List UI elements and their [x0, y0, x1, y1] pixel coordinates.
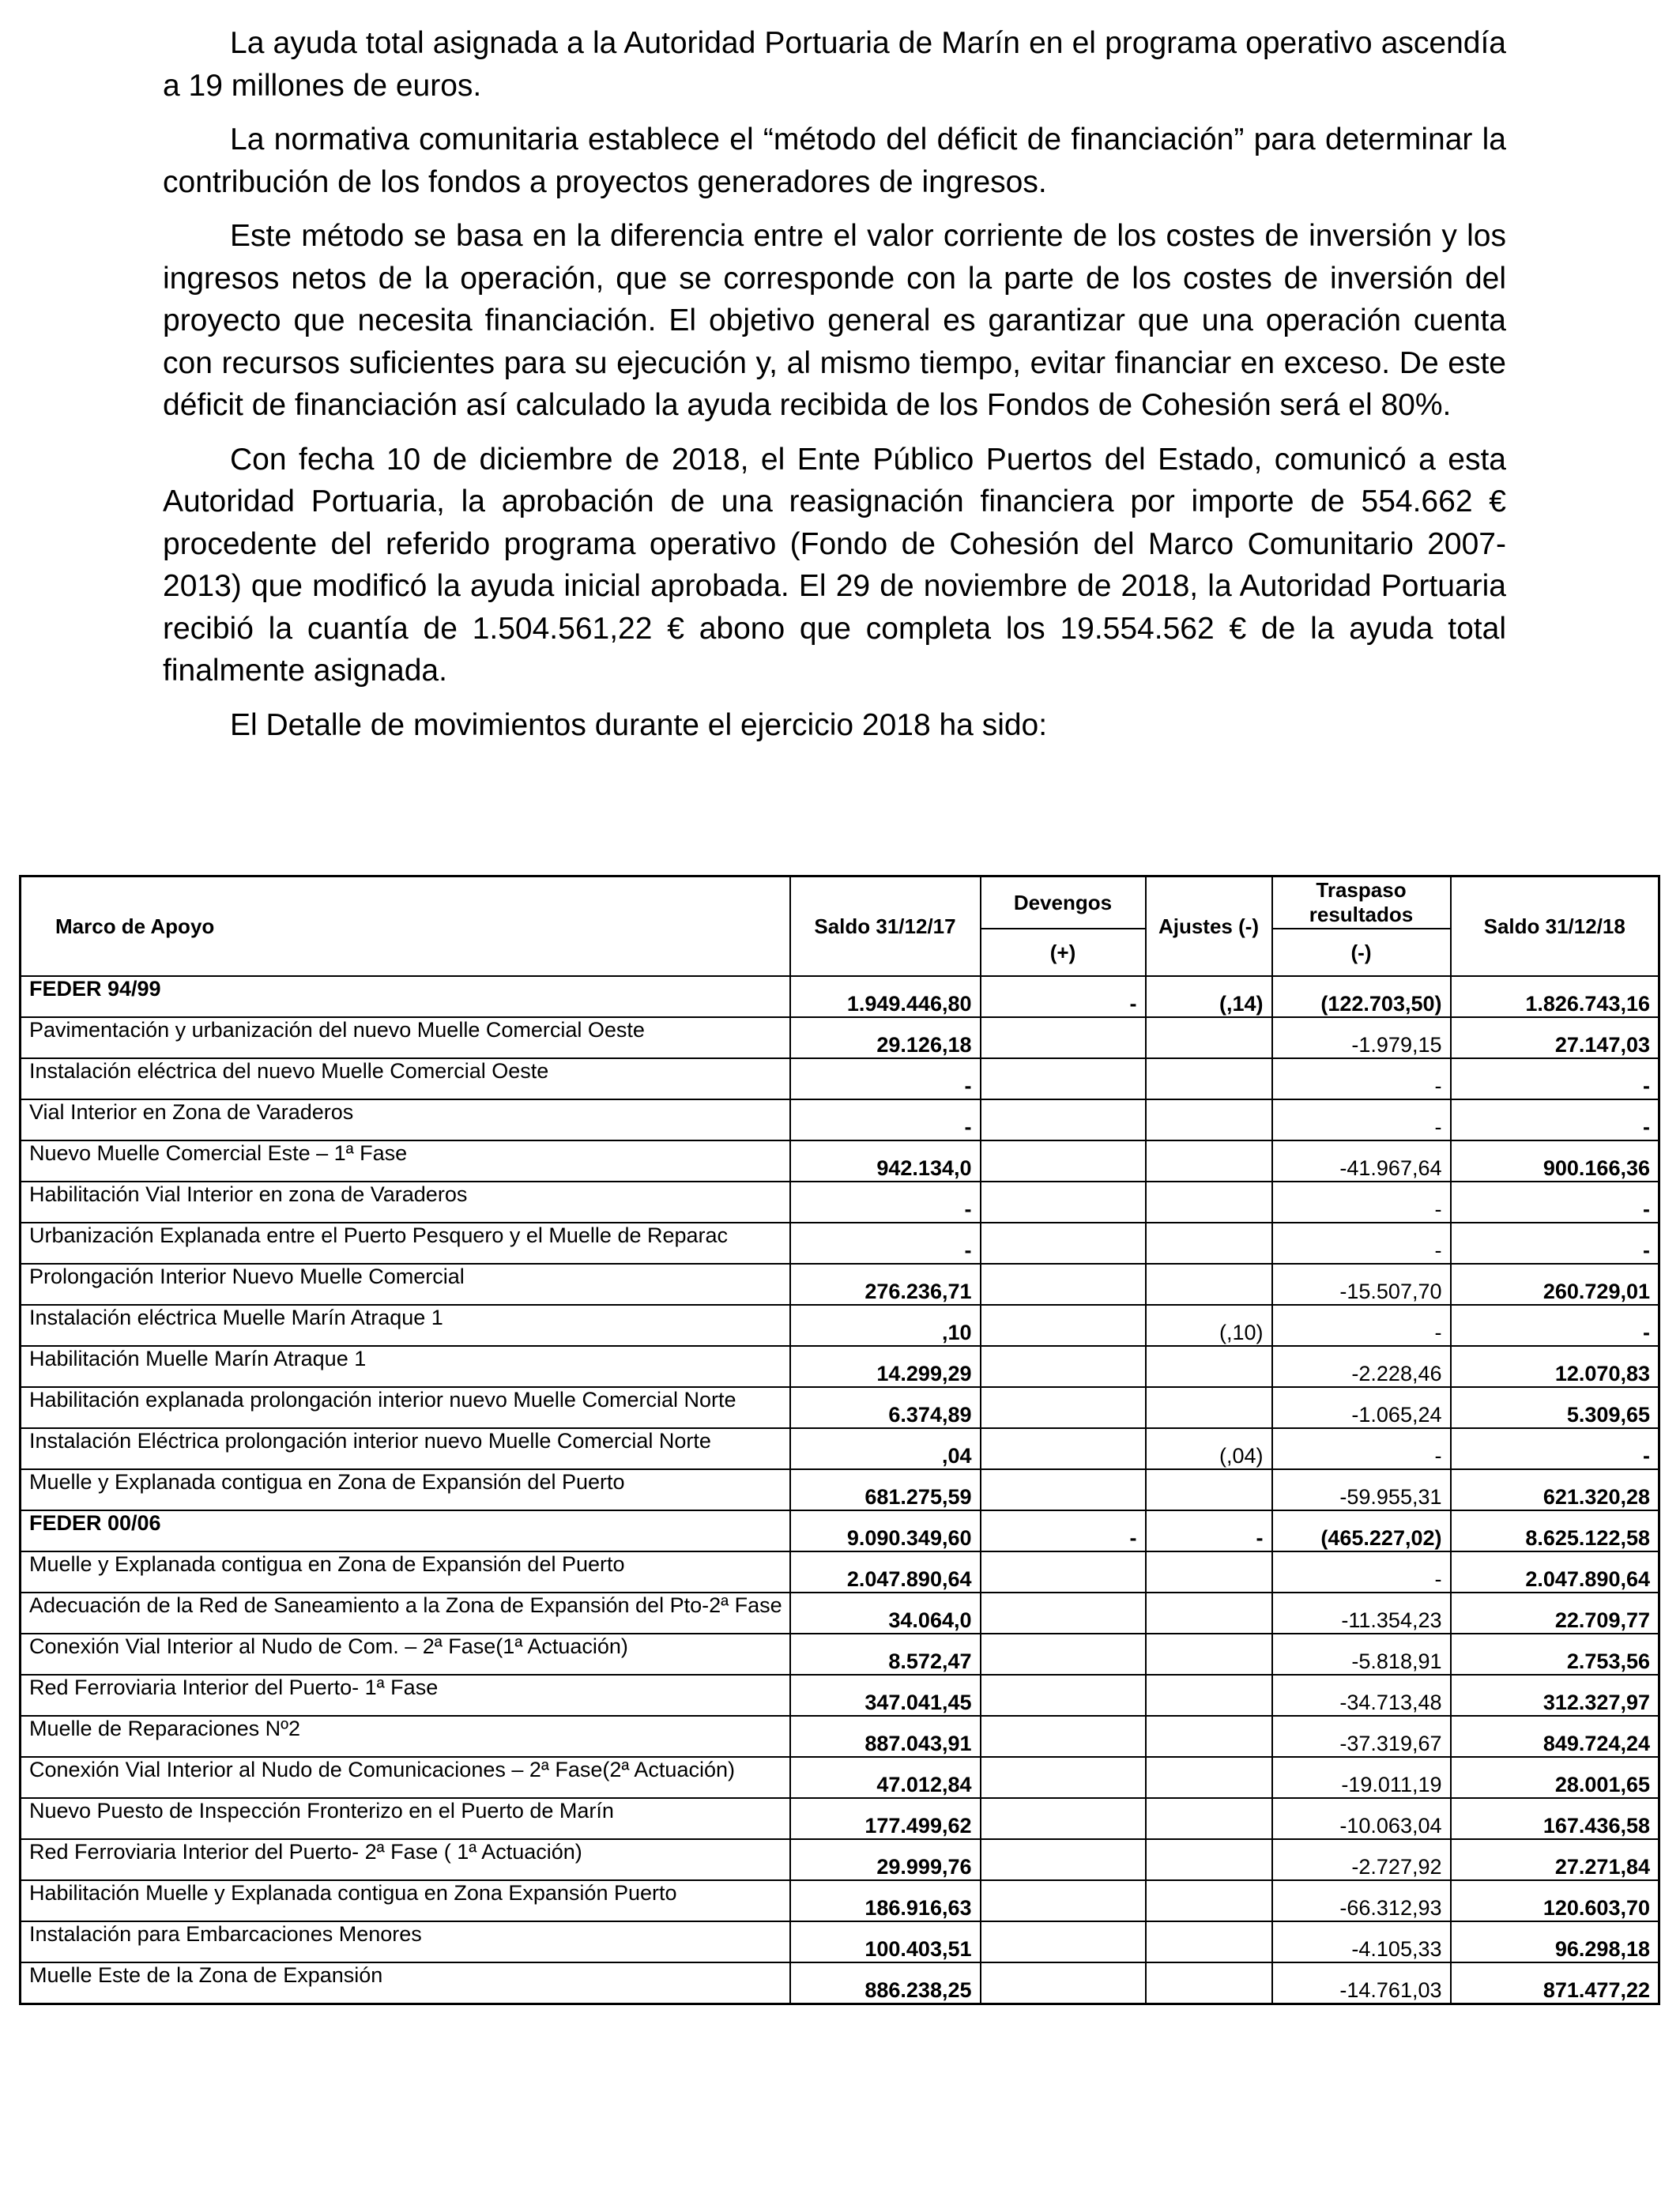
- cell-traspaso: -41.967,64: [1272, 1140, 1451, 1182]
- cell-devengos: [981, 1880, 1146, 1921]
- table-group-row: [21, 976, 1659, 1017]
- cell-saldo-fin: 27.147,03: [1451, 1017, 1659, 1058]
- cell-saldo-ini: 29.126,18: [790, 1017, 981, 1058]
- document-body: [163, 22, 1506, 758]
- cell-saldo-ini: 276.236,71: [790, 1264, 981, 1305]
- cell-ajustes: [1146, 1264, 1272, 1305]
- cell-traspaso: -4.105,33: [1272, 1921, 1451, 1962]
- cell-traspaso: (122.703,50): [1272, 976, 1451, 1017]
- cell-saldo-fin: -: [1451, 1305, 1659, 1346]
- cell-ajustes: (,04): [1146, 1428, 1272, 1469]
- cell-devengos: [981, 1551, 1146, 1593]
- cell-marco: Red Ferroviaria Interior del Puerto- 2ª Fase ( 1ª Actuación): [21, 1839, 790, 1880]
- cell-traspaso: -5.818,91: [1272, 1634, 1451, 1675]
- table-row: [21, 1099, 1659, 1140]
- table-row: [21, 1634, 1659, 1675]
- cell-devengos: [981, 1305, 1146, 1346]
- cell-saldo-ini: 8.572,47: [790, 1634, 981, 1675]
- table-header: [21, 876, 1659, 977]
- cell-marco: Pavimentación y urbanización del nuevo Muelle Comercial Oeste: [21, 1017, 790, 1058]
- cell-ajustes: [1146, 1387, 1272, 1428]
- cell-saldo-fin: 8.625.122,58: [1451, 1510, 1659, 1551]
- cell-saldo-fin: 12.070,83: [1451, 1346, 1659, 1387]
- table-row: [21, 1017, 1659, 1058]
- cell-saldo-fin: 96.298,18: [1451, 1921, 1659, 1962]
- table-row: [21, 1305, 1659, 1346]
- table-row: [21, 1551, 1659, 1593]
- cell-traspaso: -14.761,03: [1272, 1962, 1451, 2004]
- table-row: [21, 1469, 1659, 1510]
- table-row: [21, 1716, 1659, 1757]
- cell-saldo-ini: 34.064,0: [790, 1593, 981, 1634]
- table-body: [21, 976, 1659, 2004]
- header-saldo-ini: Saldo 31/12/17: [790, 876, 981, 977]
- cell-traspaso: -66.312,93: [1272, 1880, 1451, 1921]
- cell-devengos: -: [981, 1510, 1146, 1551]
- cell-traspaso: -19.011,19: [1272, 1757, 1451, 1798]
- cell-saldo-ini: 887.043,91: [790, 1716, 981, 1757]
- cell-ajustes: [1146, 1223, 1272, 1264]
- header-ajustes: Ajustes (-): [1146, 876, 1272, 977]
- cell-ajustes: -: [1146, 1510, 1272, 1551]
- cell-saldo-fin: 2.753,56: [1451, 1634, 1659, 1675]
- cell-traspaso: -: [1272, 1182, 1451, 1223]
- cell-saldo-ini: 100.403,51: [790, 1921, 981, 1962]
- cell-devengos: [981, 1017, 1146, 1058]
- cell-marco: Red Ferroviaria Interior del Puerto- 1ª Fase: [21, 1675, 790, 1716]
- cell-ajustes: [1146, 1099, 1272, 1140]
- cell-devengos: [981, 1469, 1146, 1510]
- cell-ajustes: [1146, 1962, 1272, 2004]
- cell-marco: Habilitación Vial Interior en zona de Varaderos: [21, 1182, 790, 1223]
- cell-saldo-fin: 849.724,24: [1451, 1716, 1659, 1757]
- cell-traspaso: -: [1272, 1551, 1451, 1593]
- cell-marco: FEDER 00/06: [21, 1510, 790, 1551]
- header-marco: Marco de Apoyo: [21, 876, 790, 977]
- cell-saldo-ini: 886.238,25: [790, 1962, 981, 2004]
- cell-saldo-ini: 942.134,0: [790, 1140, 981, 1182]
- cell-saldo-fin: -: [1451, 1182, 1659, 1223]
- header-traspaso-sign: (-): [1272, 929, 1451, 976]
- table-group-row: [21, 1510, 1659, 1551]
- cell-saldo-fin: 28.001,65: [1451, 1757, 1659, 1798]
- cell-saldo-ini: 1.949.446,80: [790, 976, 981, 1017]
- cell-ajustes: [1146, 1551, 1272, 1593]
- cell-ajustes: [1146, 1798, 1272, 1839]
- cell-marco: Muelle de Reparaciones Nº2: [21, 1716, 790, 1757]
- cell-saldo-fin: 27.271,84: [1451, 1839, 1659, 1880]
- cell-ajustes: [1146, 1675, 1272, 1716]
- cell-ajustes: [1146, 1058, 1272, 1099]
- cell-ajustes: [1146, 1716, 1272, 1757]
- cell-ajustes: [1146, 1140, 1272, 1182]
- cell-saldo-ini: 47.012,84: [790, 1757, 981, 1798]
- cell-marco: Vial Interior en Zona de Varaderos: [21, 1099, 790, 1140]
- table-row: [21, 1058, 1659, 1099]
- cell-devengos: [981, 1798, 1146, 1839]
- cell-devengos: [981, 1757, 1146, 1798]
- cell-saldo-ini: ,10: [790, 1305, 981, 1346]
- cell-saldo-ini: 681.275,59: [790, 1469, 981, 1510]
- cell-ajustes: (,14): [1146, 976, 1272, 1017]
- table-row: [21, 1140, 1659, 1182]
- cell-traspaso: -: [1272, 1305, 1451, 1346]
- cell-ajustes: [1146, 1839, 1272, 1880]
- cell-saldo-ini: 29.999,76: [790, 1839, 981, 1880]
- cell-saldo-fin: 900.166,36: [1451, 1140, 1659, 1182]
- cell-saldo-ini: ,04: [790, 1428, 981, 1469]
- cell-marco: Nuevo Muelle Comercial Este – 1ª Fase: [21, 1140, 790, 1182]
- table-row: [21, 1839, 1659, 1880]
- cell-traspaso: -15.507,70: [1272, 1264, 1451, 1305]
- cell-saldo-fin: -: [1451, 1058, 1659, 1099]
- cell-ajustes: [1146, 1182, 1272, 1223]
- cell-devengos: [981, 1716, 1146, 1757]
- cell-marco: Instalación para Embarcaciones Menores: [21, 1921, 790, 1962]
- table-row: [21, 1264, 1659, 1305]
- cell-traspaso: -: [1272, 1223, 1451, 1264]
- cell-devengos: [981, 1675, 1146, 1716]
- cell-saldo-fin: 621.320,28: [1451, 1469, 1659, 1510]
- cell-traspaso: -: [1272, 1428, 1451, 1469]
- cell-traspaso: -2.727,92: [1272, 1839, 1451, 1880]
- cell-devengos: [981, 1593, 1146, 1634]
- table-row: [21, 1387, 1659, 1428]
- cell-saldo-fin: 1.826.743,16: [1451, 976, 1659, 1017]
- table-row: [21, 1921, 1659, 1962]
- cell-marco: Muelle Este de la Zona de Expansión: [21, 1962, 790, 2004]
- cell-ajustes: [1146, 1593, 1272, 1634]
- cell-traspaso: -10.063,04: [1272, 1798, 1451, 1839]
- cell-devengos: [981, 1058, 1146, 1099]
- cell-ajustes: (,10): [1146, 1305, 1272, 1346]
- cell-ajustes: [1146, 1921, 1272, 1962]
- cell-ajustes: [1146, 1017, 1272, 1058]
- cell-saldo-ini: 6.374,89: [790, 1387, 981, 1428]
- cell-marco: Conexión Vial Interior al Nudo de Comunicaciones – 2ª Fase(2ª Actuación): [21, 1757, 790, 1798]
- cell-traspaso: -1.979,15: [1272, 1017, 1451, 1058]
- header-devengos: Devengos: [981, 876, 1146, 929]
- cell-marco: Instalación eléctrica Muelle Marín Atraque 1: [21, 1305, 790, 1346]
- cell-saldo-fin: 120.603,70: [1451, 1880, 1659, 1921]
- table-intro: El Detalle de movimientos durante el ejercicio 2018 ha sido:: [230, 707, 1048, 742]
- cell-saldo-ini: -: [790, 1058, 981, 1099]
- cell-devengos: [981, 1962, 1146, 2004]
- cell-marco: Habilitación Muelle y Explanada contigua en Zona Expansión Puerto: [21, 1880, 790, 1921]
- cell-devengos: [981, 1839, 1146, 1880]
- paragraph: Este método se basa en la diferencia entre el valor corriente de los costes de inversión y los ingresos netos de la operación, que se corresponde con la parte de los costes de inversión del proyecto que necesita financiación. El objetivo general es garantizar que una operación cuenta con recursos suficientes para su ejecución y, al mismo tiempo, evitar financiar en exceso. De este déficit de financiación así calculado la ayuda recibida de los Fondos de Cohesión será el 80%.: [163, 219, 1506, 422]
- cell-saldo-ini: -: [790, 1182, 981, 1223]
- cell-devengos: [981, 1921, 1146, 1962]
- cell-saldo-ini: -: [790, 1099, 981, 1140]
- cell-marco: Nuevo Puesto de Inspección Fronterizo en el Puerto de Marín: [21, 1798, 790, 1839]
- cell-saldo-fin: 871.477,22: [1451, 1962, 1659, 2004]
- table-row: [21, 1593, 1659, 1634]
- cell-traspaso: -34.713,48: [1272, 1675, 1451, 1716]
- table-row: [21, 1428, 1659, 1469]
- cell-devengos: -: [981, 976, 1146, 1017]
- cell-devengos: [981, 1099, 1146, 1140]
- cell-traspaso: (465.227,02): [1272, 1510, 1451, 1551]
- cell-traspaso: -: [1272, 1058, 1451, 1099]
- table-row: [21, 1675, 1659, 1716]
- table-row: [21, 1346, 1659, 1387]
- cell-marco: Instalación eléctrica del nuevo Muelle Comercial Oeste: [21, 1058, 790, 1099]
- paragraph: La ayuda total asignada a la Autoridad Portuaria de Marín en el programa operativo ascendía a 19 millones de euros.: [163, 26, 1506, 103]
- cell-marco: Muelle y Explanada contigua en Zona de Expansión del Puerto: [21, 1469, 790, 1510]
- cell-saldo-fin: 312.327,97: [1451, 1675, 1659, 1716]
- cell-devengos: [981, 1428, 1146, 1469]
- cell-ajustes: [1146, 1469, 1272, 1510]
- cell-devengos: [981, 1182, 1146, 1223]
- cell-marco: Instalación Eléctrica prolongación interior nuevo Muelle Comercial Norte: [21, 1428, 790, 1469]
- header-saldo-fin: Saldo 31/12/18: [1451, 876, 1659, 977]
- cell-traspaso: -11.354,23: [1272, 1593, 1451, 1634]
- table-row: [21, 1880, 1659, 1921]
- cell-saldo-fin: -: [1451, 1099, 1659, 1140]
- cell-devengos: [981, 1264, 1146, 1305]
- cell-saldo-ini: 14.299,29: [790, 1346, 981, 1387]
- table-row: [21, 1757, 1659, 1798]
- cell-traspaso: -: [1272, 1099, 1451, 1140]
- cell-marco: FEDER 94/99: [21, 976, 790, 1017]
- cell-marco: Habilitación Muelle Marín Atraque 1: [21, 1346, 790, 1387]
- cell-saldo-ini: 186.916,63: [790, 1880, 981, 1921]
- table-row: [21, 1223, 1659, 1264]
- cell-saldo-fin: -: [1451, 1223, 1659, 1264]
- cell-marco: Urbanización Explanada entre el Puerto Pesquero y el Muelle de Reparac: [21, 1223, 790, 1264]
- cell-saldo-fin: 260.729,01: [1451, 1264, 1659, 1305]
- cell-devengos: [981, 1387, 1146, 1428]
- table-row: [21, 1182, 1659, 1223]
- table-row: [21, 1962, 1659, 2004]
- cell-saldo-fin: -: [1451, 1428, 1659, 1469]
- cell-saldo-ini: -: [790, 1223, 981, 1264]
- cell-saldo-fin: 5.309,65: [1451, 1387, 1659, 1428]
- header-devengos-sign: (+): [981, 929, 1146, 976]
- cell-saldo-ini: 9.090.349,60: [790, 1510, 981, 1551]
- cell-devengos: [981, 1223, 1146, 1264]
- header-traspaso: Traspaso resultados: [1272, 876, 1451, 929]
- paragraph: La normativa comunitaria establece el “método del déficit de financiación” para determinar la contribución de los fondos a proyectos generadores de ingresos.: [163, 123, 1506, 199]
- cell-devengos: [981, 1634, 1146, 1675]
- cell-marco: Habilitación explanada prolongación interior nuevo Muelle Comercial Norte: [21, 1387, 790, 1428]
- cell-marco: Prolongación Interior Nuevo Muelle Comercial: [21, 1264, 790, 1305]
- cell-devengos: [981, 1140, 1146, 1182]
- movements-table: [19, 875, 1660, 2005]
- cell-devengos: [981, 1346, 1146, 1387]
- cell-ajustes: [1146, 1880, 1272, 1921]
- cell-marco: Adecuación de la Red de Saneamiento a la Zona de Expansión del Pto-2ª Fase: [21, 1593, 790, 1634]
- cell-traspaso: -1.065,24: [1272, 1387, 1451, 1428]
- cell-ajustes: [1146, 1757, 1272, 1798]
- cell-ajustes: [1146, 1346, 1272, 1387]
- cell-saldo-ini: 347.041,45: [790, 1675, 981, 1716]
- cell-traspaso: -37.319,67: [1272, 1716, 1451, 1757]
- cell-saldo-fin: 22.709,77: [1451, 1593, 1659, 1634]
- cell-saldo-ini: 2.047.890,64: [790, 1551, 981, 1593]
- cell-traspaso: -2.228,46: [1272, 1346, 1451, 1387]
- paragraph: Con fecha 10 de diciembre de 2018, el Ente Público Puertos del Estado, comunicó a esta Autoridad Portuaria, la aprobación de una reasignación financiera por importe de 554.662 € procedente del referido programa operativo (Fondo de Cohesión del Marco Comunitario 2007-2013) que modificó la ayuda inicial aprobada. El 29 de noviembre de 2018, la Autoridad Portuaria recibió la cuantía de 1.504.561,22 € abono que completa los 19.554.562 € de la ayuda total finalmente asignada.: [163, 442, 1506, 688]
- cell-marco: Conexión Vial Interior al Nudo de Com. – 2ª Fase(1ª Actuación): [21, 1634, 790, 1675]
- movements-table-wrap: [19, 875, 1658, 2005]
- cell-saldo-ini: 177.499,62: [790, 1798, 981, 1839]
- cell-traspaso: -59.955,31: [1272, 1469, 1451, 1510]
- table-row: [21, 1798, 1659, 1839]
- cell-saldo-fin: 2.047.890,64: [1451, 1551, 1659, 1593]
- cell-saldo-fin: 167.436,58: [1451, 1798, 1659, 1839]
- cell-marco: Muelle y Explanada contigua en Zona de Expansión del Puerto: [21, 1551, 790, 1593]
- cell-ajustes: [1146, 1634, 1272, 1675]
